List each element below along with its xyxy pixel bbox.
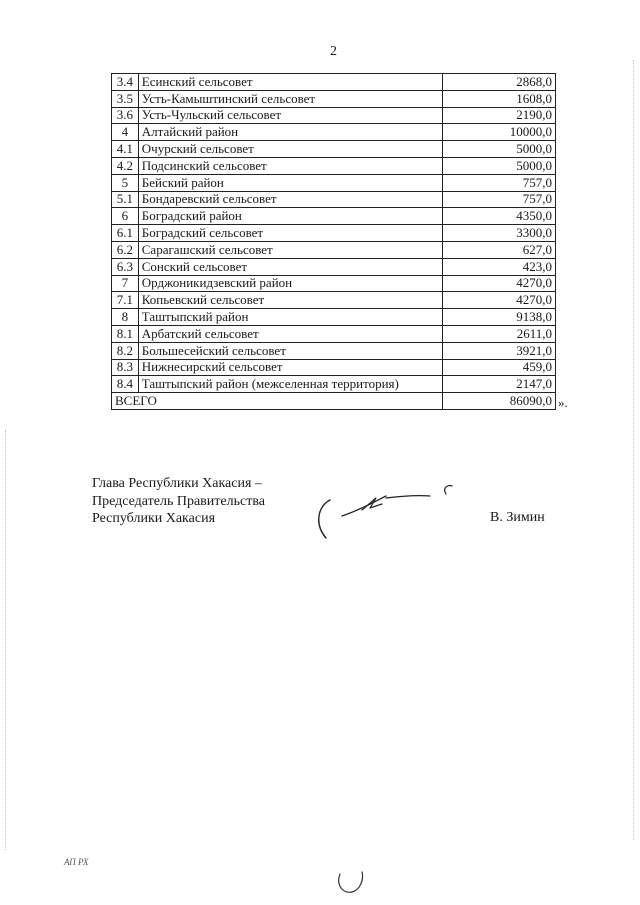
table-row [112, 90, 556, 107]
allocation-amount: 9138,0 [443, 309, 556, 326]
table-row [112, 191, 556, 208]
row-number: 8.4 [112, 376, 139, 393]
page-number: 2 [330, 44, 337, 59]
allocation-amount: 1608,0 [443, 90, 556, 107]
table-row [112, 292, 556, 309]
allocation-table-body [112, 74, 556, 410]
municipality-name: Нижнесирский сельсовет [138, 359, 442, 376]
municipality-name: Бейский район [138, 174, 442, 191]
municipality-name: Сарагашский сельсовет [138, 241, 442, 258]
table-row [112, 141, 556, 158]
row-number: 8.3 [112, 359, 139, 376]
row-number: 4.1 [112, 141, 139, 158]
municipality-name: Боградский район [138, 208, 442, 225]
row-number: 4 [112, 124, 139, 141]
table-row [112, 107, 556, 124]
row-number: 6.3 [112, 258, 139, 275]
scan-edge-right [633, 60, 636, 840]
municipality-name: Сонский сельсовет [138, 258, 442, 275]
allocation-amount: 5000,0 [443, 157, 556, 174]
closing-quote: ». [558, 395, 568, 410]
handwritten-signature [312, 480, 462, 542]
allocation-amount: 10000,0 [443, 124, 556, 141]
allocation-amount: 4350,0 [443, 208, 556, 225]
table-row [112, 74, 556, 91]
signatory-title-line-1: Глава Республики Хакасия – [92, 476, 262, 491]
allocation-amount: 2868,0 [443, 74, 556, 91]
table-row [112, 309, 556, 326]
signatory-title-line-2: Председатель Правительства [92, 493, 265, 509]
allocation-amount: 3921,0 [443, 342, 556, 359]
municipality-name: Арбатский сельсовет [138, 325, 442, 342]
row-number: 8.2 [112, 342, 139, 359]
allocation-amount: 757,0 [443, 174, 556, 191]
signatory-title-line-3: Республики Хакасия [92, 511, 216, 526]
allocation-amount: 2611,0 [443, 325, 556, 342]
row-number: 3.5 [112, 90, 139, 107]
allocation-amount: 4270,0 [443, 292, 556, 309]
allocation-amount: 4270,0 [443, 275, 556, 292]
municipality-name: Таштыпский район (межселенная территория) [138, 376, 442, 393]
row-number: 8 [112, 309, 139, 326]
total-row [112, 393, 556, 410]
row-number: 6 [112, 208, 139, 225]
table-row [112, 342, 556, 359]
scan-edge-left [5, 430, 8, 850]
table-row [112, 241, 556, 258]
row-number: 5.1 [112, 191, 139, 208]
row-number: 5 [112, 174, 139, 191]
table-row [112, 208, 556, 225]
table-row [112, 225, 556, 242]
allocation-amount: 2190,0 [443, 107, 556, 124]
signatory-title [92, 475, 265, 528]
table-row [112, 174, 556, 191]
municipality-name: Очурский сельсовет [138, 141, 442, 158]
allocation-amount: 5000,0 [443, 141, 556, 158]
table-row [112, 157, 556, 174]
row-number: 6.2 [112, 241, 139, 258]
table-row [112, 275, 556, 292]
municipality-name: Большесейский сельсовет [138, 342, 442, 359]
table-row [112, 325, 556, 342]
municipality-name: Таштыпский район [138, 309, 442, 326]
row-number: 3.4 [112, 74, 139, 91]
municipality-name: Усть-Чульский сельсовет [138, 107, 442, 124]
municipality-name: Бондаревский сельсовет [138, 191, 442, 208]
allocation-amount: 2147,0 [443, 376, 556, 393]
municipality-name: Боградский сельсовет [138, 225, 442, 242]
row-number: 7 [112, 275, 139, 292]
municipality-name: Алтайский район [138, 124, 442, 141]
row-number: 6.1 [112, 225, 139, 242]
table-row [112, 124, 556, 141]
total-amount: 86090,0 [443, 393, 556, 410]
allocation-amount: 627,0 [443, 241, 556, 258]
row-number: 8.1 [112, 325, 139, 342]
allocation-amount: 459,0 [443, 359, 556, 376]
municipality-name: Орджоникидзевский район [138, 275, 442, 292]
row-number: 4.2 [112, 157, 139, 174]
table-row [112, 376, 556, 393]
archive-stamp-note: АП РХ [64, 857, 89, 867]
handwritten-mark [334, 866, 368, 896]
total-label: ВСЕГО [112, 393, 443, 410]
municipality-name: Усть-Камыштинский сельсовет [138, 90, 442, 107]
table-row [112, 258, 556, 275]
row-number: 3.6 [112, 107, 139, 124]
municipality-name: Копьевский сельсовет [138, 292, 442, 309]
municipality-name: Подсинский сельсовет [138, 157, 442, 174]
allocation-table [111, 73, 556, 410]
allocation-amount: 3300,0 [443, 225, 556, 242]
allocation-amount: 423,0 [443, 258, 556, 275]
signatory-name: В. Зимин [490, 510, 545, 525]
row-number: 7.1 [112, 292, 139, 309]
municipality-name: Есинский сельсовет [138, 74, 442, 91]
table-row [112, 359, 556, 376]
allocation-amount: 757,0 [443, 191, 556, 208]
